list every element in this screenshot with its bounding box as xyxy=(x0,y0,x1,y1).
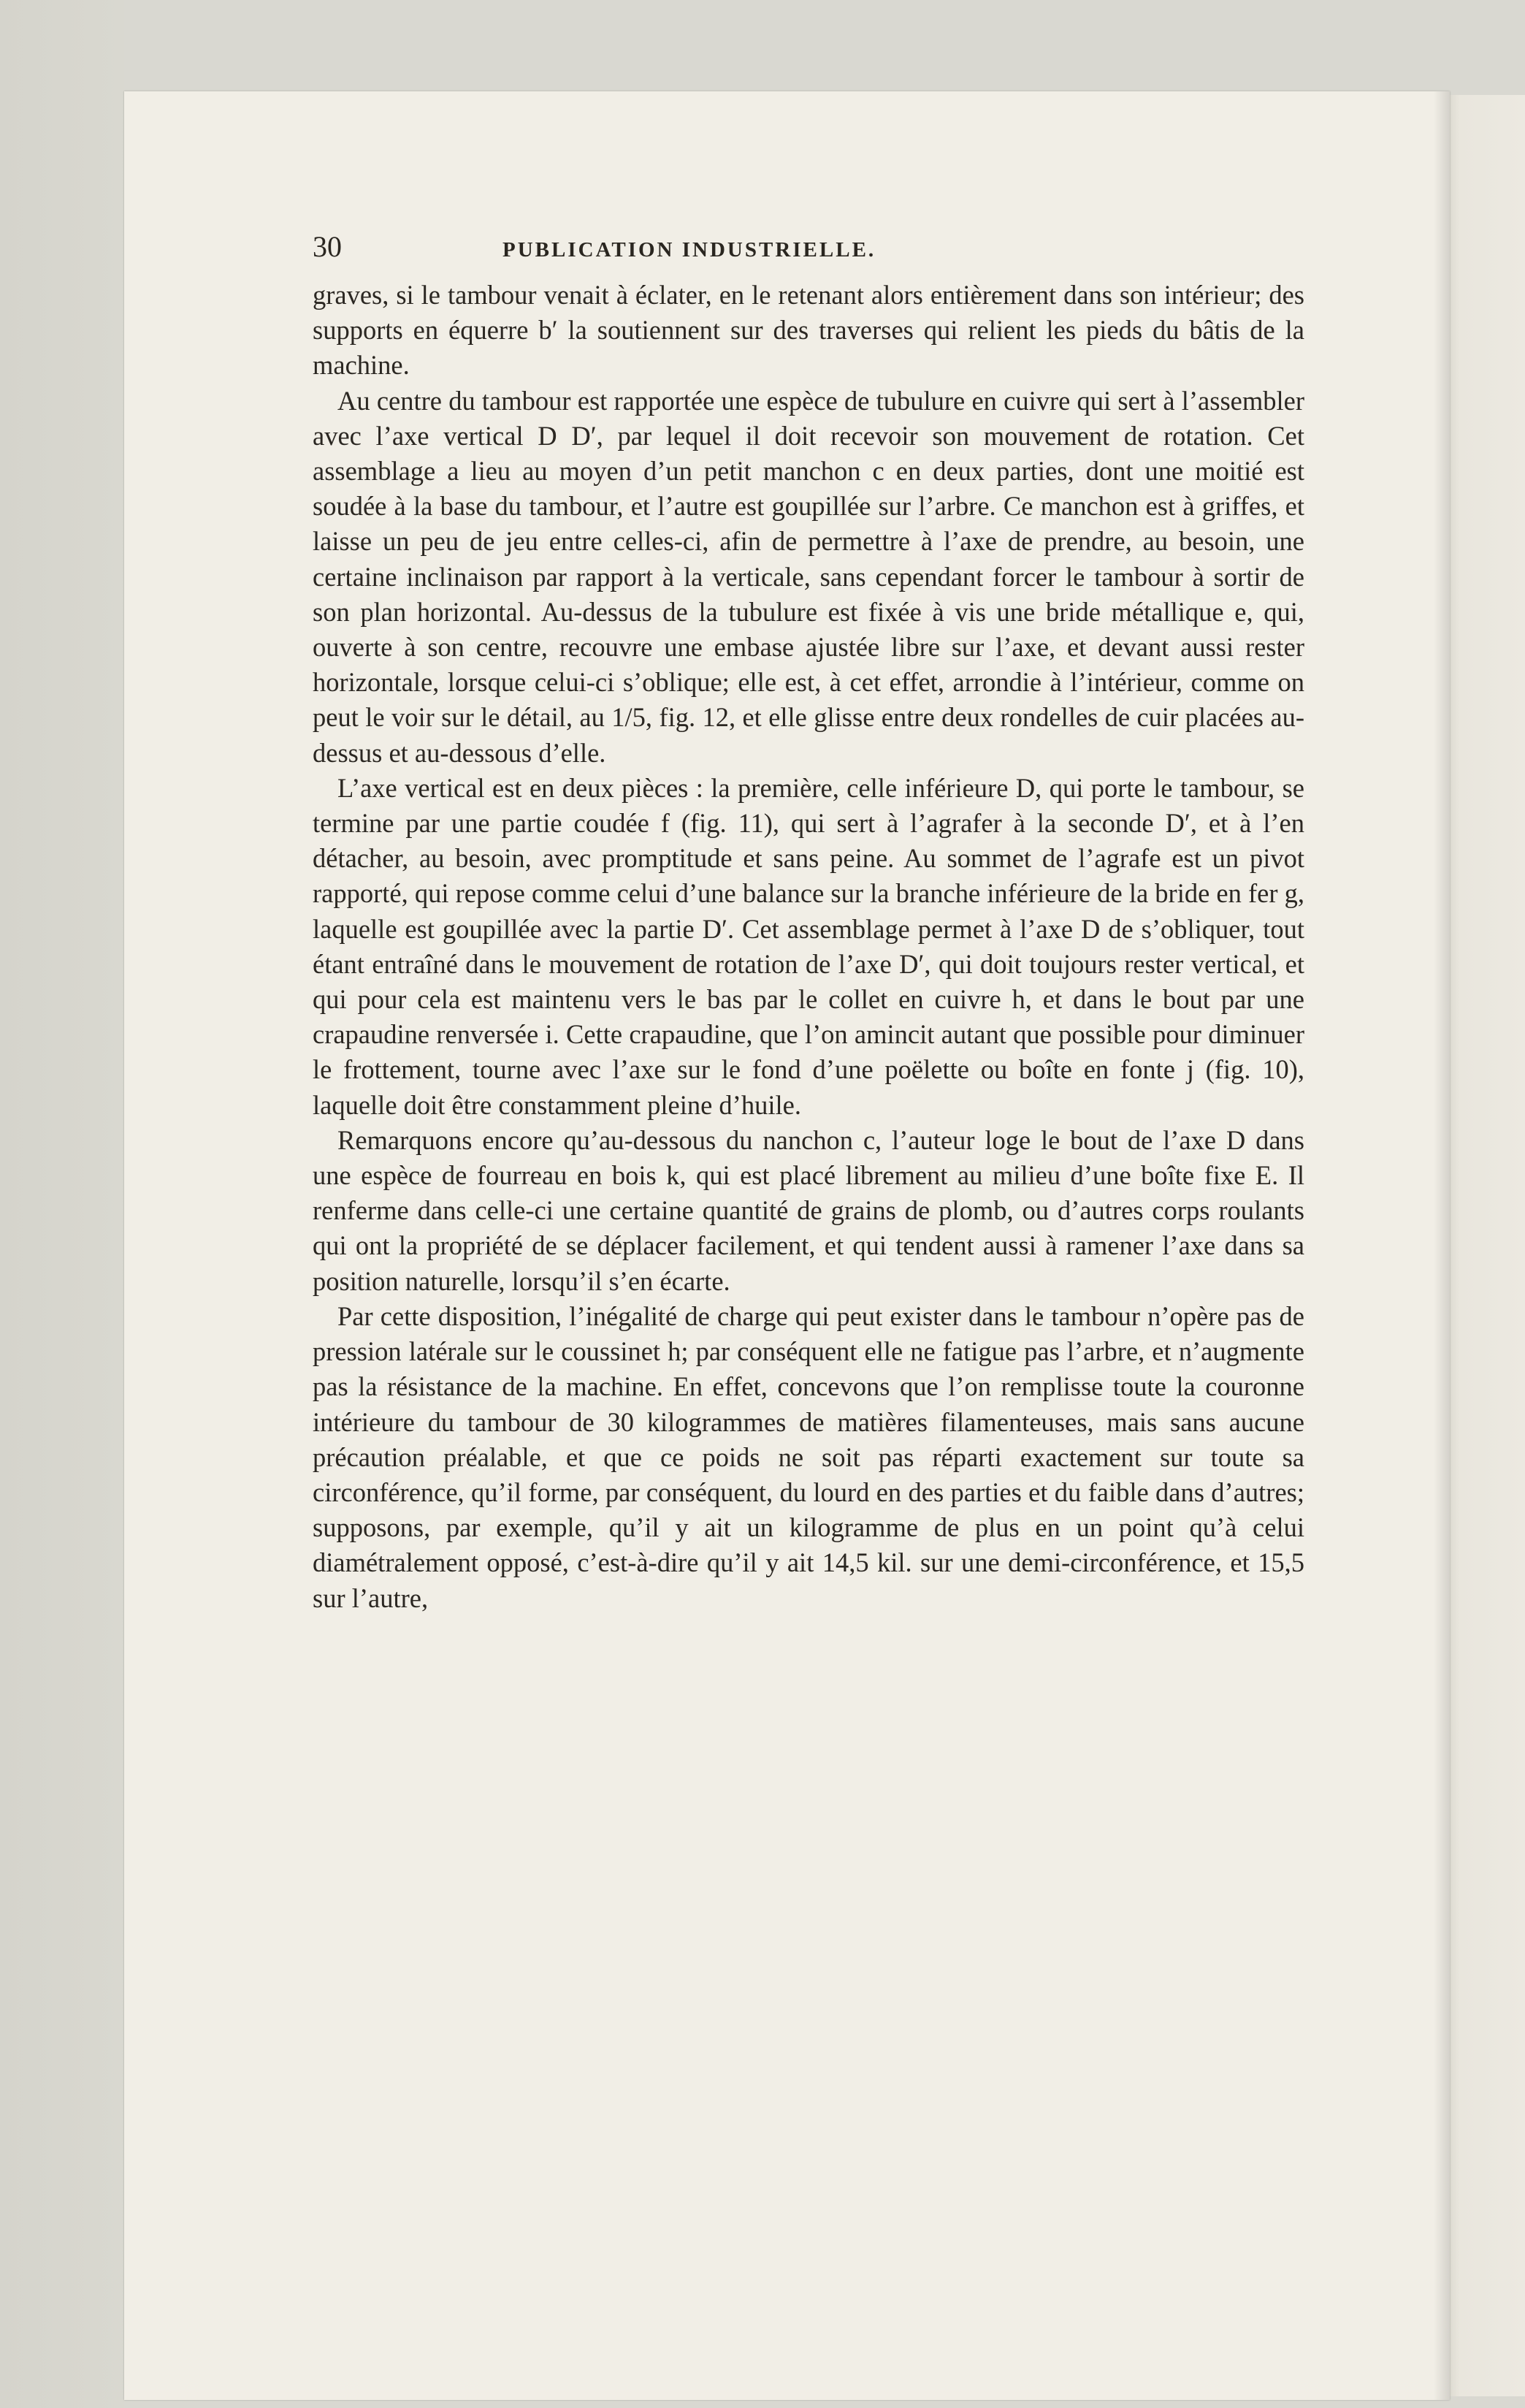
paragraph-1: graves, si le tambour venait à éclater, en le retenant alors entièrement dans son intérieur; des supports en équerre b′ la soutiennent sur des traverses qui relient les pieds du bâtis de la machine. xyxy=(313,280,1304,381)
page-number: 30 xyxy=(313,230,342,263)
paragraph-3: L’axe vertical est en deux pièces : la première, celle inférieure D, qui porte le tambour, se termine par une partie coudée f (fig. 11), qui sert à l’agrafer à la seconde D′, et à l’en détacher, au besoin, avec promptitude et sans peine. Au sommet de l’agrafe est un pivot rapporté, qui repose comme celui d’une balance sur la branche inférieure de la bride en fer g, laquelle est goupillée avec la partie D′. Cet assemblage permet à l’axe D de s’obliquer, tout étant entraîné dans le mouvement de rotation de l’axe D′, qui doit toujours rester vertical, et qui pour cela est maintenu vers le bas par le collet en cuivre h, et dans le bout par une crapaudine renversée i. Cette crapaudine, que l’on amincit autant que possible pour diminuer le frottement, tourne avec l’axe sur le fond d’une poëlette ou boîte en fonte j (fig. 10), laquelle doit être constamment pleine d’huile. xyxy=(313,772,1304,1120)
paragraph-4: Remarquons encore qu’au-dessous du nanchon c, l’auteur loge le bout de l’axe D dans une espèce de fourreau en bois k, qui est placé librement au milieu d’une boîte fixe E. Il renferme dans celle-ci une certaine quantité de grains de plomb, ou d’autres corps roulants qui ont la propriété de se déplacer facilement, et qui tendent aussi à ramener l’axe dans sa position naturelle, lorsqu’il s’en écarte. xyxy=(313,1124,1304,1296)
scan-backdrop xyxy=(0,0,124,2408)
gutter-shadow xyxy=(1434,91,1450,2400)
paragraph-2: Au centre du tambour est rapportée une espèce de tubulure en cuivre qui sert à l’assembler avec l’axe vertical D D′, par lequel il doit recevoir son mouvement de rotation. Cet assemblage a lieu au moyen d’un petit manchon c en deux parties, dont une moitié est soudée à la base du tambour, et l’autre est goupillée sur l’arbre. Ce manchon est à griffes, et laisse un peu de jeu entre celles-ci, afin de permettre à l’axe de prendre, au besoin, une certaine inclinaison par rapport à la verticale, sans cependant forcer le tambour à sortir de son plan horizontal. Au-dessus de la tubulure est fixée à vis une bride métallique e, qui, ouverte à son centre, recouvre une embase ajustée libre sur l’axe, et devant aussi rester horizontale, lorsque celui-ci s’oblique; elle est, à cet effet, arrondie à l’intérieur, comme on peut le voir sur le détail, au 1/5, fig. 12, et elle glisse entre deux rondelles de cuir placées au-dessus et au-dessous d’elle. xyxy=(313,385,1304,768)
running-title: PUBLICATION INDUSTRIELLE. xyxy=(502,238,876,262)
body-text xyxy=(313,278,1304,1616)
running-header xyxy=(313,228,1313,266)
paragraph-5: Par cette disposition, l’inégalité de charge qui peut exister dans le tambour n’opère pas de pression latérale sur le coussinet h; par conséquent elle ne fatigue pas l’arbre, et n’augmente pas la résistance de la machine. En effet, concevons que l’on remplisse toute la couronne intérieure du tambour de 30 kilogrammes de matières filamenteuses, mais sans aucune précaution préalable, et que ce poids ne soit pas réparti exactement sur toute sa circonférence, qu’il forme, par conséquent, du lourd en des parties et du faible dans d’autres; supposons, par exemple, qu’il y ait un kilogramme de plus en un point qu’à celui diamétralement opposé, c’est-à-dire qu’il y ait 14,5 kil. sur une demi-circonférence, et 15,5 sur l’autre, xyxy=(313,1300,1304,1613)
